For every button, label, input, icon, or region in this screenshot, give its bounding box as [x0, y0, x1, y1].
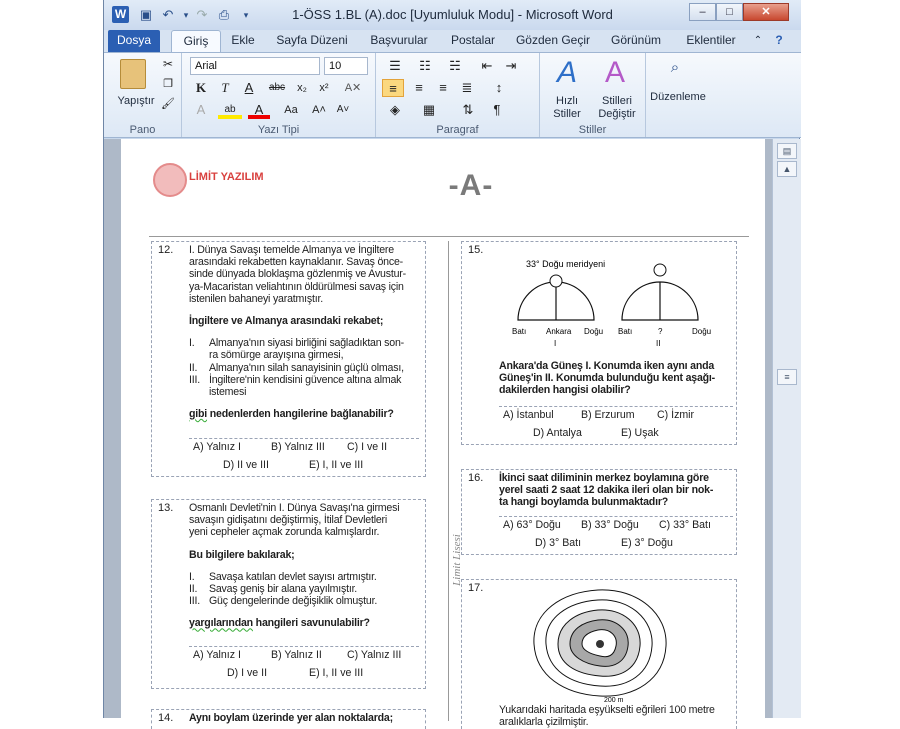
meridian-label: 33° Doğu meridyeni [526, 259, 606, 269]
tab-references[interactable]: Başvurular [370, 33, 428, 47]
ribbon [104, 52, 801, 138]
tab-addins[interactable]: Eklentiler [686, 33, 736, 47]
text-effects-icon[interactable]: A [196, 102, 206, 117]
intro-line: arasındaki rekabetten kaynaklanır. Savaş önce- [189, 256, 403, 269]
answer-options [499, 516, 733, 552]
summit-point [596, 640, 604, 648]
change-case-button[interactable]: Aa [284, 104, 298, 116]
option-e[interactable]: E) I, II ve III [309, 667, 364, 679]
stem-line: Yukarıdaki haritada eşyükselti eğrileri 100 metre [499, 704, 715, 716]
stem-line: dakilerden hangisi olabilir? [499, 384, 631, 397]
option-c[interactable]: C) I ve II [347, 441, 388, 453]
document-page[interactable] [121, 139, 765, 729]
east-label: Doğu [692, 327, 712, 336]
header-rule [149, 236, 749, 237]
underline-button[interactable]: A [244, 80, 254, 95]
align-left-button[interactable]: ≡ [382, 79, 404, 97]
option-b[interactable]: B) Yalnız II [271, 649, 322, 661]
question-number: 17. [468, 582, 484, 594]
grow-font-button[interactable]: A˄ [312, 104, 326, 116]
option-a[interactable]: A) Yalnız I [193, 441, 241, 453]
option-e[interactable]: E) Uşak [621, 427, 659, 439]
logo-cursor-icon [153, 163, 187, 197]
sort-icon[interactable]: ⇅ [462, 102, 474, 117]
editing-group [646, 53, 706, 137]
font-size-select[interactable]: 10 [324, 57, 368, 75]
close-button[interactable]: ✕ [743, 3, 789, 21]
question-number: 16. [468, 472, 484, 484]
question-stem [499, 472, 735, 509]
unknown-label: ? [658, 327, 663, 336]
stem-line: yerel saati 2 saat 12 dakika ileri olan bir nok- [499, 484, 714, 497]
option-c[interactable]: C) İzmir [657, 409, 695, 421]
vertical-scrollbar[interactable] [772, 139, 801, 718]
answer-options [499, 406, 733, 442]
word-app-icon[interactable]: W [112, 6, 129, 23]
justify-icon[interactable]: ≣ [461, 80, 473, 95]
sun-icon-1 [550, 275, 562, 287]
editing-button[interactable]: Düzenleme [650, 91, 706, 103]
question-stem: İngiltere ve Almanya arasındaki rekabet; [189, 315, 384, 328]
question-stem [499, 704, 739, 728]
ribbon-tabs [104, 30, 801, 52]
tab-mailings[interactable]: Postalar [450, 33, 496, 47]
intro-line: ya-Macaristan veliahtının öldürülmesi savaş için [189, 280, 404, 293]
intro-line: I. Dünya Savaşı temelde Almanya ve İngiltere [189, 244, 394, 256]
shrink-font-button[interactable]: A˅ [336, 104, 350, 115]
option-c[interactable]: C) Yalnız III [347, 649, 402, 661]
stem-line: İkinci saat diliminin merkez boylamına göre [499, 472, 709, 484]
option-e[interactable]: E) 3° Doğu [621, 537, 673, 549]
logo-text: LİMİT YAZILIM [189, 171, 264, 183]
option-d[interactable]: D) II ve III [223, 459, 269, 471]
intro-line: savaşın gidişatını değiştirmiş, İtilaf Devletleri [189, 514, 388, 527]
list-item: III. İngiltere'nin kendisini güvence altına almak [189, 373, 402, 386]
ankara-label: Ankara [546, 327, 572, 336]
question-body [189, 244, 423, 420]
answer-options [189, 438, 419, 476]
scrollbar-thumb[interactable]: ≡ [777, 369, 797, 385]
option-c[interactable]: C) 33° Batı [659, 519, 711, 531]
paste-icon[interactable] [120, 59, 146, 89]
tab-file[interactable]: Dosya [108, 30, 160, 52]
styles-group [540, 53, 646, 137]
side-watermark: Limit Lisesi [450, 534, 463, 586]
paste-button[interactable]: Yapıştır [117, 95, 155, 107]
decrease-indent-icon[interactable]: ⇤ [481, 58, 493, 73]
question-ask: yargılarından hangileri savunulabilir? [189, 617, 370, 630]
intro-line: Osmanlı Devleti'nin I. Dünya Savaşı'na girmesi [189, 502, 400, 514]
list-item: I. Savaşa katılan devlet sayısı artmıştır. [189, 570, 377, 583]
question-stem: Aynı boylam üzerinde yer alan noktalarda; [189, 712, 393, 724]
font-group [182, 53, 376, 137]
help-icon[interactable]: ? [775, 33, 783, 47]
question-number: 14. [158, 712, 174, 724]
format-painter-icon[interactable]: 🖌 [161, 98, 175, 110]
question-stem [499, 360, 735, 397]
change-styles-button[interactable]: Stilleri Değiştir [598, 95, 636, 120]
intro-line: sinde dünyada bloklaşma gözlenmiş ve Avustur- [189, 268, 406, 281]
scroll-up-icon[interactable]: ▲ [777, 161, 797, 177]
styles-label: Stiller [578, 124, 607, 136]
multilevel-list-icon[interactable]: ☵ [449, 58, 461, 73]
list-item: istemesi [209, 386, 247, 399]
stem-line: Güneş'in II. Konumda bulunduğu kent aşağı- [499, 372, 716, 385]
quick-styles-icon[interactable]: A [556, 56, 577, 89]
question-16 [461, 469, 737, 555]
answer-options [189, 646, 419, 686]
minimize-button[interactable]: – [689, 3, 716, 21]
question-number: 15. [468, 244, 484, 256]
question-14 [151, 709, 426, 729]
clipboard-group [104, 53, 182, 137]
option-e[interactable]: E) I, II ve III [309, 459, 364, 471]
paragraph-label: Paragraf [436, 124, 479, 136]
column-divider [448, 241, 449, 721]
binoculars-icon[interactable]: ⌕ [670, 59, 680, 76]
question-ask: gibi nedenlerden hangilerine bağlanabilir? [189, 408, 394, 421]
option-d[interactable]: D) Antalya [533, 427, 582, 439]
undo-icon[interactable]: ↶ [162, 7, 174, 22]
increase-indent-icon[interactable]: ⇥ [505, 58, 517, 73]
quick-styles-button[interactable]: Hızlı Stiller [553, 95, 581, 120]
option-a[interactable]: A) İstanbul [503, 409, 554, 421]
align-center-icon[interactable]: ≡ [415, 80, 423, 95]
font-color-icon[interactable]: A [248, 101, 270, 119]
option-a[interactable]: A) Yalnız I [193, 649, 241, 661]
question-13 [151, 499, 426, 689]
intro-line: yeni cepheler açmak zorunda kalmışlardır. [189, 526, 380, 539]
redo-icon[interactable]: ↷ [196, 7, 208, 22]
option-b[interactable]: B) 33° Doğu [581, 519, 639, 531]
align-right-icon[interactable]: ≡ [439, 80, 447, 95]
change-styles-icon[interactable]: A [604, 56, 625, 89]
numbering-icon[interactable]: ☷ [419, 58, 431, 73]
bullets-icon[interactable]: ☰ [389, 58, 401, 73]
tab-review[interactable]: Gözden Geçir [515, 33, 591, 47]
subscript-button[interactable]: x₂ [297, 82, 307, 94]
line-spacing-icon[interactable]: ↕ [495, 80, 503, 95]
superscript-button[interactable]: x² [319, 82, 329, 94]
sun-icon-2 [654, 264, 666, 276]
stem-line: ta hangi boylamda bulunmaktadır? [499, 496, 669, 509]
tab-view[interactable]: Görünüm [610, 33, 662, 47]
west-label: Batı [512, 327, 527, 336]
west-label: Batı [618, 327, 633, 336]
question-12 [151, 241, 426, 477]
question-17 [461, 579, 737, 729]
question-stem: Bu bilgilere bakılarak; [189, 548, 295, 561]
question-body [189, 502, 423, 630]
clipboard-label: Pano [129, 124, 156, 136]
question-15 [461, 241, 737, 445]
document-area [104, 139, 801, 729]
tab-insert[interactable]: Ekle [231, 33, 255, 47]
contour-label: 200 m [604, 697, 624, 704]
booklet-letter: -A- [448, 169, 494, 202]
print-icon[interactable]: ⎙ [218, 7, 230, 22]
option-d[interactable]: D) 3° Batı [535, 537, 582, 549]
maximize-button[interactable]: □ [716, 3, 743, 21]
list-item: II. Almanya'nın silah sanayisinin güçlü olması, [189, 361, 404, 374]
save-icon[interactable]: ▣ [139, 7, 153, 22]
list-item: I. Almanya'nın siyasi birliğini sağladıktan son- [189, 337, 404, 350]
cut-icon[interactable]: ✂ [162, 57, 174, 71]
clear-format-icon[interactable]: A✕ [344, 82, 362, 94]
list-item: II. Savaş geniş bir alana yayılmıştır. [189, 583, 358, 596]
title-bar [104, 0, 801, 30]
question-number: 13. [158, 502, 174, 514]
position-1-label: I [554, 339, 557, 348]
tab-page-layout[interactable]: Sayfa Düzeni [276, 33, 348, 47]
undo-dropdown-icon[interactable]: ▾ [183, 10, 189, 20]
sun-position-figure [498, 250, 730, 348]
position-2-label: II [656, 339, 661, 348]
highlight-icon[interactable]: ab [218, 101, 242, 119]
option-b[interactable]: B) Yalnız III [271, 441, 325, 453]
stem-line: aralıklarla çizilmiştir. [499, 716, 589, 729]
option-d[interactable]: D) I ve II [227, 667, 268, 679]
italic-button[interactable]: T [221, 80, 229, 95]
ruler-toggle-icon[interactable]: ▤ [777, 143, 797, 159]
list-item: ra sömürge arayışına girmesi, [209, 349, 344, 362]
east-label: Doğu [584, 327, 604, 336]
borders-icon[interactable]: ▦ [422, 102, 436, 117]
shading-icon[interactable]: ◈ [390, 102, 400, 117]
bold-button[interactable]: K [195, 80, 207, 95]
minimize-ribbon-icon[interactable]: ⌃ [753, 35, 763, 46]
customize-toolbar-icon[interactable]: ▾ [243, 10, 249, 20]
option-a[interactable]: A) 63° Doğu [503, 519, 561, 531]
list-item: III. Güç dengelerinde değişiklik olmuştur. [189, 595, 378, 608]
option-b[interactable]: B) Erzurum [581, 409, 635, 421]
word-window [103, 0, 800, 729]
font-name-select[interactable]: Arial [190, 57, 320, 75]
font-label: Yazı Tipi [257, 124, 300, 136]
intro-line: istenilen bahaneyi yaratmıştır. [189, 292, 323, 305]
tab-home[interactable]: Giriş [171, 30, 221, 52]
copy-icon[interactable]: ❐ [163, 78, 173, 90]
stem-line: Ankara'da Güneş I. Konumda iken aynı anda [499, 360, 715, 372]
window-title: 1-ÖSS 1.BL (A).doc [Uyumluluk Modu] - Microsoft Word [292, 7, 613, 22]
contour-map [518, 584, 678, 704]
strikethrough-button[interactable]: abc [268, 82, 286, 93]
show-marks-button[interactable]: ¶ [493, 102, 501, 117]
paragraph-group [376, 53, 540, 137]
question-number: 12. [158, 244, 174, 256]
